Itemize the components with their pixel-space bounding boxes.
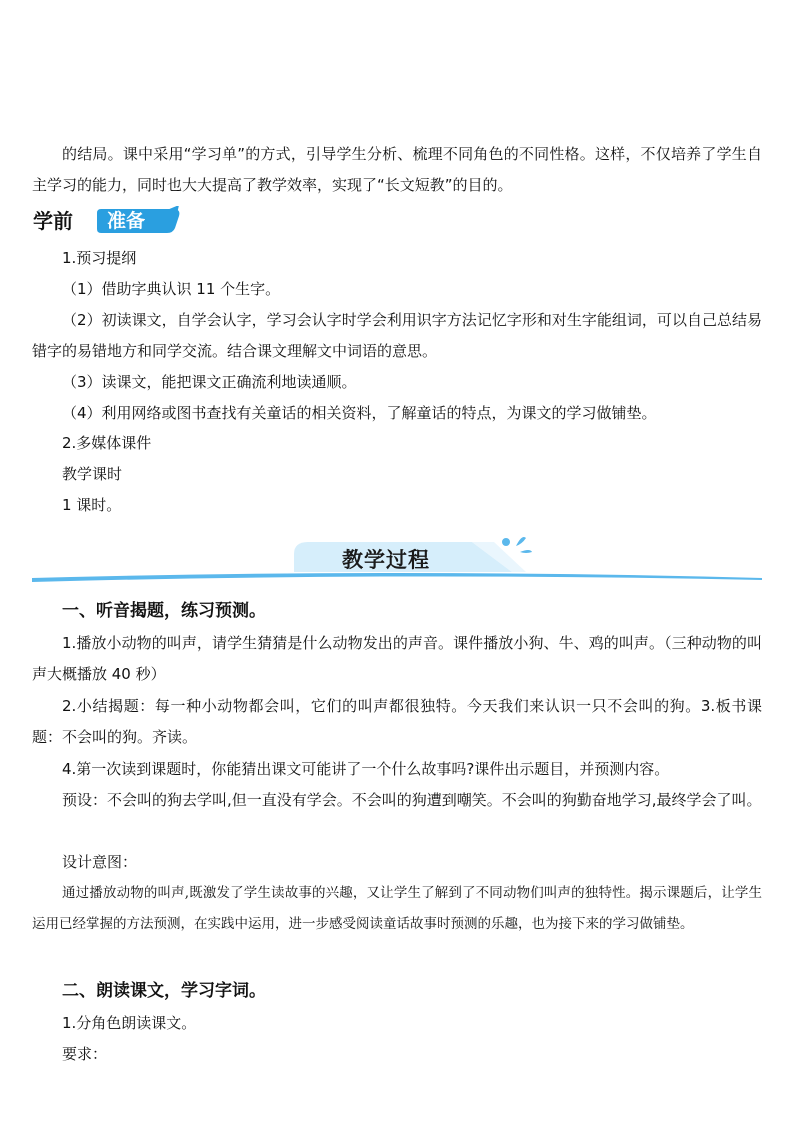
class-hours-label: 教学课时 [62, 465, 123, 483]
design-intent-label: 设计意图： [62, 853, 138, 871]
splash-drop-icon [520, 550, 532, 553]
prep-sub3: （3）读课文，能把课文正确流利地读通顺。 [62, 373, 357, 391]
prep-sub4: （4）利用网络或图书查找有关童话的相关资料，了解童话的特点，为课文的学习做铺垫。 [62, 404, 657, 422]
section1-p2: 2.小结揭题：每一种小动物都会叫，它们的叫声都很独特。今天我们来认识一只不会叫的狗。3.板书课题：不会叫的狗。齐读。 [32, 697, 762, 746]
intro-paragraph: 的结局。课中采用“学习单”的方式，引导学生分析、梳理不同角色的不同性格。这样，不仅培养了学生自主学习的能力，同时也大大提高了教学效率，实现了“长文短教”的目的。 [32, 145, 762, 194]
section1-p1: 1.播放小动物的叫声，请学生猜猜是什么动物发出的声音。课件播放小狗、牛、鸡的叫声。（三种动物的叫声大概播放 40 秒） [32, 634, 762, 683]
section2-title: 二、朗读课文，学习字词。 [62, 981, 266, 1001]
splash-dot-icon [502, 538, 510, 546]
section1-title: 一、听音揭题，练习预测。 [62, 601, 266, 621]
prep-label-black: 学前 [33, 209, 73, 233]
prep-item1-title: 1.预习提纲 [62, 249, 137, 267]
section2-p1: 1.分角色朗读课文。 [62, 1014, 197, 1032]
prep-label-badge: 准备 [107, 210, 146, 232]
section1-p3: 4.第一次读到课题时，你能猜出课文可能讲了一个什么故事吗?课件出示题目，并预测内容。 [62, 760, 670, 778]
class-hours-value: 1 课时。 [62, 496, 122, 514]
splash-drop-icon [516, 537, 526, 546]
section1-p4: 预设：不会叫的狗去学叫,但一直没有学会。不会叫的狗遭到嘲笑。不会叫的狗勤奋地学习,最终学会了叫。 [62, 791, 762, 809]
design-intent-text: 通过播放动物的叫声,既激发了学生读故事的兴趣，又让学生了解到了不同动物们叫声的独特性。揭示课题后，让学生运用已经掌握的方法预测，在实践中运用，进一步感受阅读童话故事时预测的乐趣，也为接下来的学习做铺垫。 [32, 885, 762, 932]
prep-item2-title: 2.多媒体课件 [62, 434, 152, 452]
prep-sub1: （1）借助字典认识 11 个生字。 [62, 280, 281, 298]
process-banner [32, 532, 762, 584]
prep-sub2: （2）初读课文，自学会认字，学习会认字时学会利用识字方法记忆字形和对生字能组词，可以自己总结易错字的易错地方和同学交流。结合课文理解文中词语的意思。 [32, 311, 762, 360]
section2-p2: 要求： [62, 1045, 108, 1063]
banner-title: 教学过程 [342, 548, 430, 572]
